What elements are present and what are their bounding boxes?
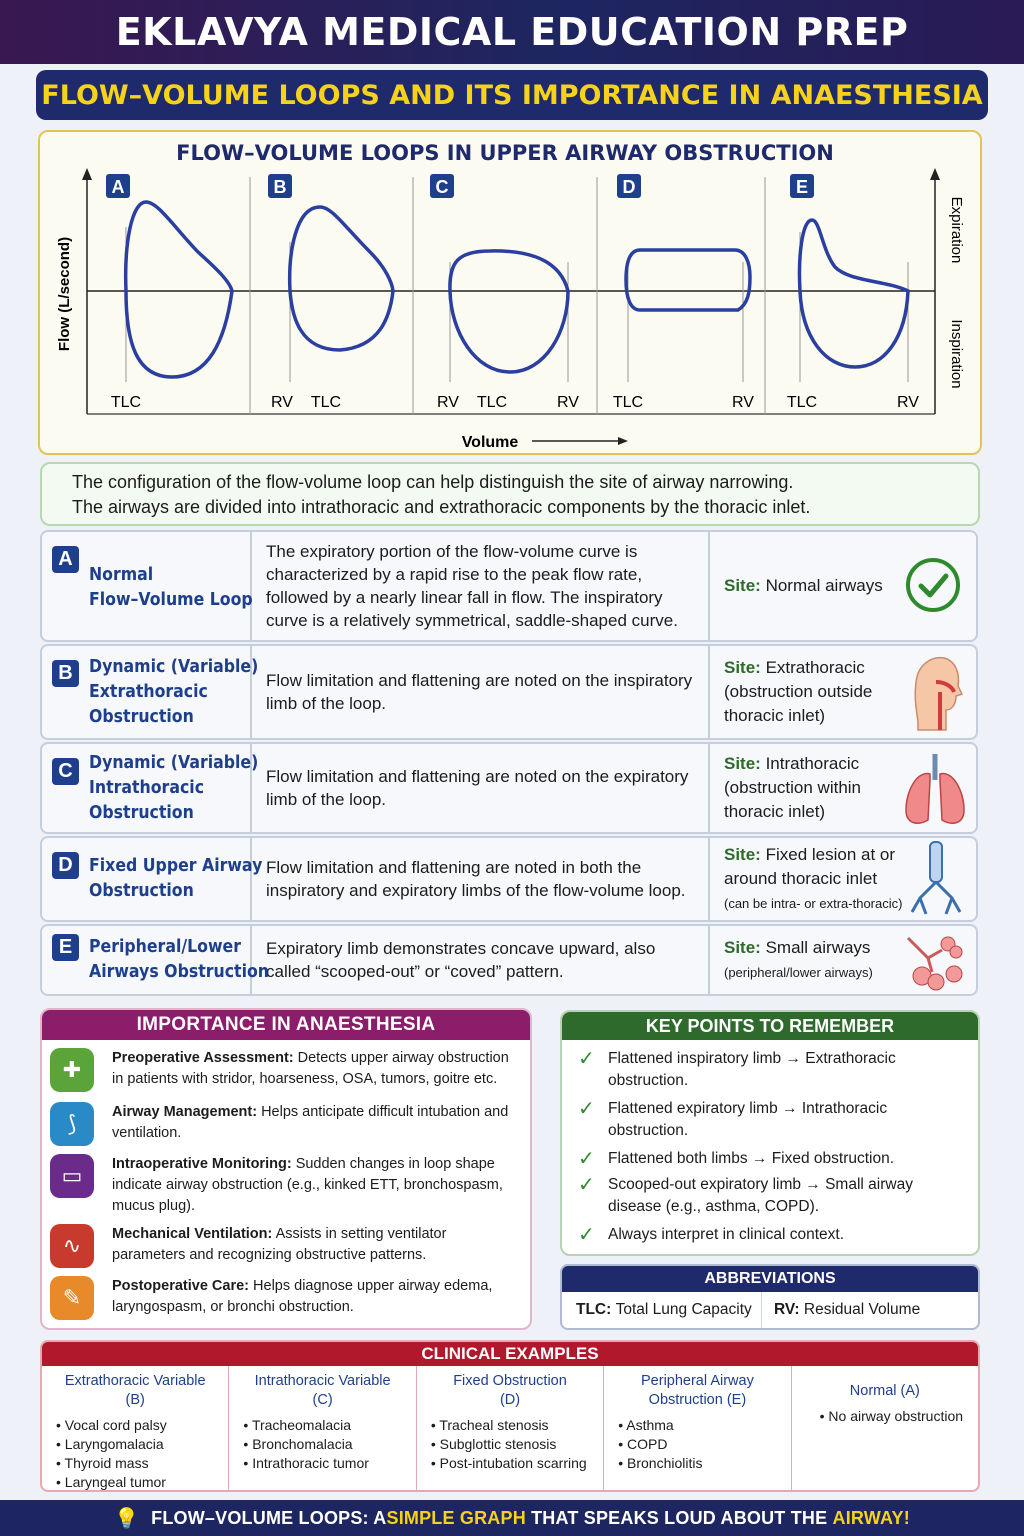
panel-e-label-tlc: TLC	[786, 394, 818, 411]
row-d-site-label: Site:	[724, 844, 761, 864]
row-b-site: Extrathoracic (obstruction outside thoracic inlet)	[724, 658, 873, 725]
panel-d-letter: D	[622, 177, 636, 197]
row-b-desc: Flow limitation and flattening are noted on the inspiratory limb of the loop.	[252, 646, 710, 738]
panel-c-label-rv: RV	[437, 394, 459, 411]
airway-tube-icon: ⟆	[50, 1102, 94, 1146]
row-c-site: Intrathoracic (obstruction within thoracic inlet)	[724, 754, 862, 821]
panel-e-label-rv: RV	[897, 394, 919, 411]
key-point-text: Scooped-out expiratory limb → Small airway disease (e.g., asthma, COPD).	[608, 1176, 913, 1215]
row-c-title-3: Obstruction	[89, 802, 194, 823]
check-circle-icon	[904, 556, 962, 614]
key-point-text: Always interpret in clinical context.	[608, 1226, 845, 1243]
row-d-site-note: (can be intra- or extra-thoracic)	[724, 895, 903, 911]
check-icon: ✓	[578, 1174, 595, 1196]
row-c-title-2: Intrathoracic	[89, 777, 205, 798]
intro-line-1: The configuration of the flow-volume loop can help distinguish the site of airway narrowing.	[72, 472, 794, 492]
flow-volume-chart	[38, 130, 982, 455]
panel-a-letter: A	[111, 177, 125, 197]
clinical-column: Intrathoracic Variable (C) • Tracheomalacia • Bronchomalacia • Intrathoracic tumor	[229, 1366, 416, 1492]
row-e-site-note: (peripheral/lower airways)	[724, 964, 873, 980]
chart-title: FLOW–VOLUME LOOPS IN UPPER AIRWAY OBSTRUCTION	[176, 141, 834, 165]
check-icon: ✓	[578, 1098, 595, 1120]
stethoscope-icon: ✚	[50, 1048, 94, 1092]
check-icon: ✓	[578, 1148, 595, 1170]
row-b-title-3: Obstruction	[89, 706, 194, 727]
importance-item-text: Assists in setting ventilator parameters and recognizing obstructive patterns.	[112, 1226, 447, 1263]
abbreviations-title: ABBREVIATIONS	[562, 1266, 978, 1292]
row-a	[40, 530, 978, 642]
row-b	[40, 644, 978, 740]
panel-c-label-tlc: TLC	[476, 394, 508, 411]
row-d-title-1: Fixed Upper Airway	[89, 856, 263, 876]
importance-item-text: Helps anticipate difficult intubation and ventilation.	[112, 1104, 509, 1141]
loop-b-extrathoracic	[290, 207, 393, 350]
clinical-column: Fixed Obstruction (D) • Tracheal stenosis • Subglottic stenosis • Post-intubation scarring	[417, 1366, 604, 1492]
abbreviations-panel	[560, 1264, 980, 1330]
row-d-desc: Flow limitation and flattening are noted in both the inspiratory and expiratory limbs of the flow-volume loop.	[252, 838, 710, 920]
row-a-title-1: Normal	[89, 565, 154, 585]
importance-item-heading: Mechanical Ventilation:	[112, 1226, 273, 1242]
row-c	[40, 742, 978, 834]
importance-item-heading: Intraoperative Monitoring:	[112, 1156, 292, 1172]
y-axis-label: Flow (L/second)	[56, 236, 73, 352]
row-d-badge: D	[52, 852, 79, 879]
key-point-text: Flattened expiratory limb → Intrathoracic obstruction.	[608, 1100, 888, 1139]
row-e	[40, 924, 978, 996]
row-e-desc: Expiratory limb demonstrates concave upward, also called “scooped-out” or “coved” pattern.	[252, 926, 710, 994]
importance-item-text: Helps diagnose upper airway edema, laryngospasm, or bronchi obstruction.	[112, 1278, 493, 1315]
intro-box	[40, 462, 980, 526]
importance-title: IMPORTANCE IN ANAESTHESIA	[42, 1010, 530, 1040]
inspiration-label: Inspiration	[948, 319, 965, 389]
clinical-column: Normal (A) • No airway obstruction	[792, 1366, 978, 1492]
lightbulb-icon: 💡	[114, 1507, 140, 1530]
row-a-title-2: Flow–Volume Loop	[89, 590, 253, 610]
importance-item-text: Sudden changes in loop shape indicate airway obstruction (e.g., kinked ETT, bronchospasm, mucus plug).	[112, 1156, 503, 1214]
alveoli-icon	[902, 928, 968, 994]
row-e-site-label: Site:	[724, 937, 761, 957]
right-axis-arrow-icon	[930, 168, 940, 180]
row-b-site-label: Site:	[724, 658, 761, 677]
check-icon: ✓	[578, 1048, 595, 1070]
panel-b-label-tlc: TLC	[310, 394, 342, 411]
importance-item	[50, 1154, 522, 1217]
panel-a-label: TLC	[110, 394, 142, 411]
key-point-text: Flattened inspiratory limb → Extrathoracic obstruction.	[608, 1050, 896, 1089]
row-a-badge: A	[52, 546, 79, 573]
x-axis-label: Volume	[461, 434, 519, 451]
key-points-title: KEY POINTS TO REMEMBER	[562, 1012, 978, 1040]
row-a-desc: The expiratory portion of the flow-volume curve is characterized by a rapid rise to the peak flow rate, followed by a nearly linear fall in flow. The inspiratory curve is a relatively symmetrical, saddle-shaped curve.	[252, 532, 710, 640]
row-c-title-1: Dynamic (Variable)	[89, 752, 259, 773]
key-point	[578, 1098, 918, 1142]
importance-item-text: Detects upper airway obstruction in patients with stridor, hoarseness, OSA, tumors, goitre etc.	[112, 1050, 509, 1087]
panel-b-letter: B	[273, 177, 287, 197]
row-e-site: Small airways	[765, 937, 871, 957]
row-d-site: Fixed lesion at or around thoracic inlet	[724, 844, 896, 888]
loop-d-fixed	[626, 250, 750, 310]
flow-volume-svg	[40, 132, 984, 457]
footer-banner: 💡 FLOW–VOLUME LOOPS: A SIMPLE GRAPH THAT SPEAKS LOUD ABOUT THE AIRWAY!	[0, 1500, 1024, 1536]
subtitle-banner	[36, 70, 988, 120]
abbr-item: TLC: Total Lung Capacity	[562, 1292, 762, 1328]
clipboard-icon: ✎	[50, 1276, 94, 1320]
importance-item	[50, 1224, 522, 1268]
row-c-site-label: Site:	[724, 754, 761, 773]
lungs-icon	[900, 750, 970, 830]
row-a-site-label: Site:	[724, 576, 761, 595]
panel-c-letter: C	[435, 177, 449, 197]
panel-c-label-rv2: RV	[557, 394, 579, 411]
top-banner	[0, 0, 1024, 64]
monitor-icon: ▭	[50, 1154, 94, 1198]
clinical-column: Peripheral Airway Obstruction (E) • Asthma • COPD • Bronchiolitis	[604, 1366, 791, 1492]
row-b-title-1: Dynamic (Variable)	[89, 656, 259, 677]
check-icon: ✓	[578, 1224, 595, 1246]
row-d	[40, 836, 978, 922]
key-point-text: Flattened both limbs → Fixed obstruction.	[608, 1150, 895, 1167]
panel-e-letter: E	[795, 177, 809, 197]
importance-item-heading: Postoperative Care:	[112, 1278, 249, 1294]
key-points-panel	[560, 1010, 980, 1256]
head-airway-icon	[906, 652, 964, 732]
x-axis-arrow-icon	[618, 437, 628, 445]
page-subtitle: FLOW–VOLUME LOOPS AND ITS IMPORTANCE IN ANAESTHESIA	[41, 79, 983, 111]
importance-item	[50, 1102, 522, 1146]
intro-line-2: The airways are divided into intrathoracic and extrathoracic components by the thoracic inlet.	[72, 497, 811, 517]
row-d-title-2: Obstruction	[89, 881, 194, 901]
importance-item	[50, 1048, 522, 1092]
row-e-badge: E	[52, 934, 79, 961]
row-a-site: Normal airways	[765, 576, 883, 595]
importance-item-heading: Preoperative Assessment:	[112, 1050, 294, 1066]
trachea-icon	[906, 840, 966, 920]
row-b-title-2: Extrathoracic	[89, 681, 208, 702]
importance-item-heading: Airway Management:	[112, 1104, 258, 1120]
importance-item	[50, 1276, 522, 1320]
panel-d-label-rv: RV	[732, 394, 754, 411]
importance-panel	[40, 1008, 532, 1330]
clinical-examples-title: CLINICAL EXAMPLES	[42, 1342, 978, 1366]
y-axis-arrow-icon	[82, 168, 92, 180]
row-e-title-2: Airways Obstruction	[89, 962, 270, 982]
row-b-badge: B	[52, 660, 79, 687]
key-point	[578, 1174, 958, 1218]
row-e-title-1: Peripheral/Lower	[89, 937, 241, 957]
row-c-desc: Flow limitation and flattening are noted on the expiratory limb of the loop.	[252, 744, 710, 832]
abbr-item: RV: Residual Volume	[774, 1301, 921, 1318]
row-c-badge: C	[52, 758, 79, 785]
expiration-label: Expiration	[948, 196, 965, 264]
loop-a-normal	[126, 202, 232, 377]
loop-c-intrathoracic	[450, 251, 568, 372]
clinical-examples-panel	[40, 1340, 980, 1492]
page-title: EKLAVYA MEDICAL EDUCATION PREP	[115, 10, 909, 54]
clinical-column: Extrathoracic Variable (B) • Vocal cord palsy • Laryngomalacia • Thyroid mass • Laryngeal tumor	[42, 1366, 229, 1492]
key-point	[578, 1148, 958, 1170]
panel-d-label-tlc: TLC	[612, 394, 644, 411]
key-point	[578, 1224, 958, 1246]
ventilator-icon: ∿	[50, 1224, 94, 1268]
loop-e-peripheral	[800, 220, 909, 367]
key-point	[578, 1048, 918, 1092]
panel-b-label-rv: RV	[271, 394, 293, 411]
